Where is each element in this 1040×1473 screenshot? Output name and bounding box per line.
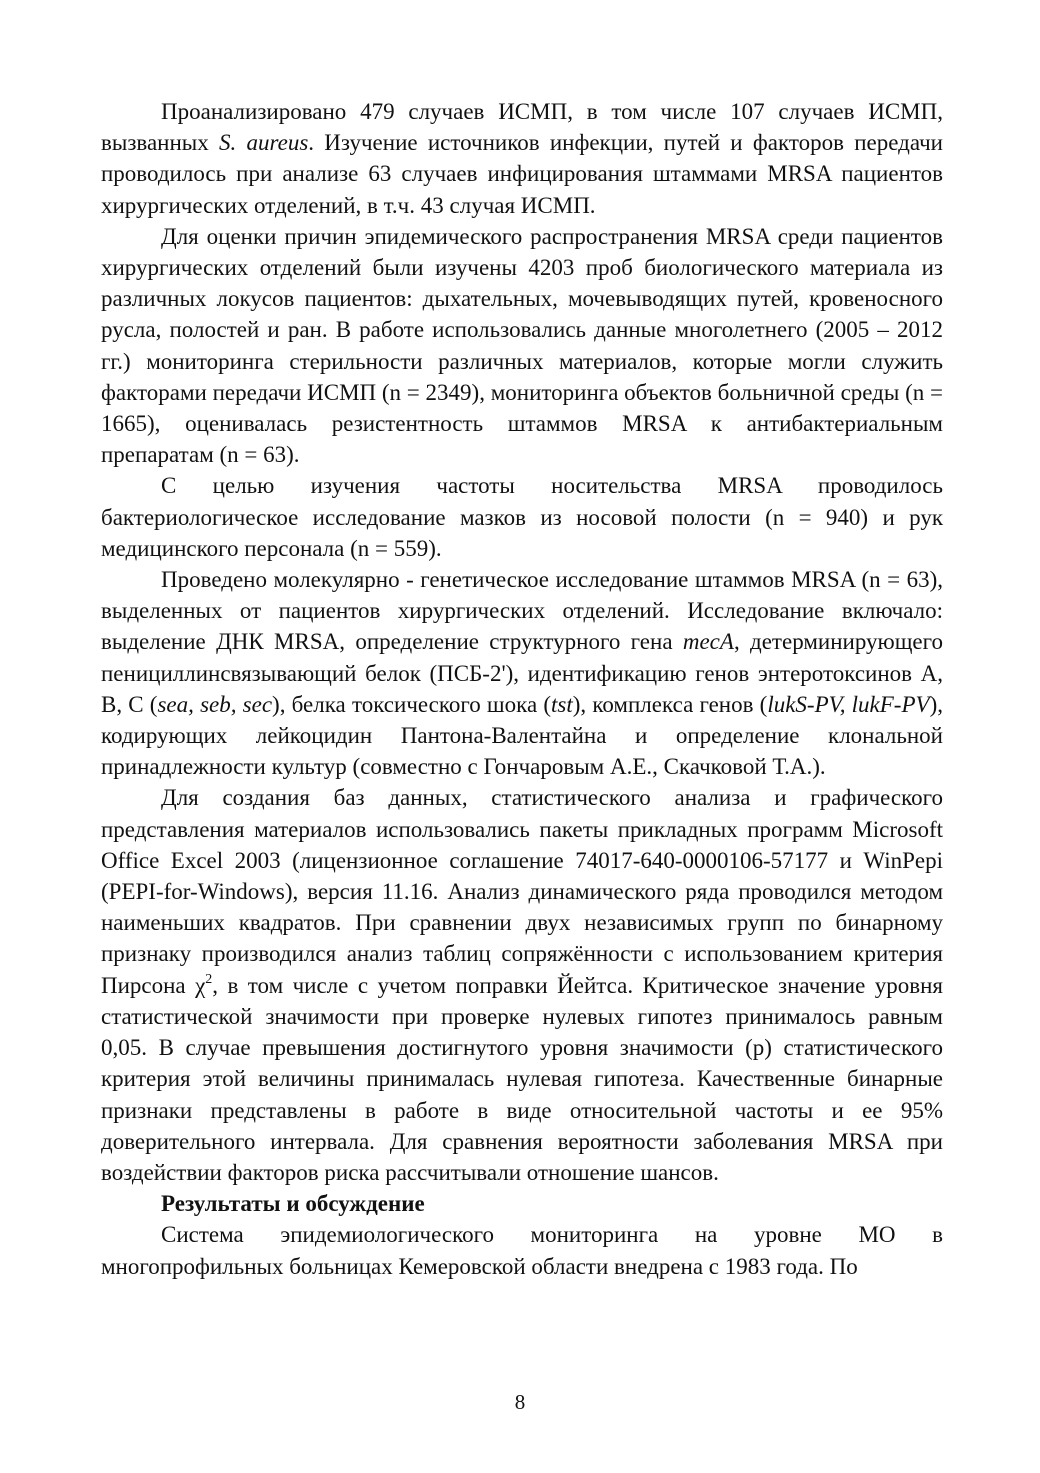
paragraph-statistics <box>101 782 943 1188</box>
paragraph-1-text: Проанализировано 479 случаев ИСМП, в том числе 107 случаев ИСМП, вызванных <box>101 99 943 156</box>
paragraph-1-text-end: . Изучение источников инфекции, путей и факторов передачи проводилось при анализе 63 случаев инфицирования штаммами MRSA пациентов хирургических отделений, в т.ч. 43 случая ИСМП. <box>101 130 943 218</box>
paragraph-4-text-2: , детерминирующего пенициллинсвязывающий белок (ПСБ-2'), идентификацию генов энтеротоксинов А, В, С ( <box>101 629 943 717</box>
chi-square-exponent: 2 <box>205 971 213 987</box>
document-page <box>101 96 943 1282</box>
paragraph-4-text: Проведено молекулярно - генетическое исследование штаммов MRSA (n = 63), выделенных от пациентов хирургических отделений. Исследование включало: выделение ДНК MRSA, определение структурного гена <box>101 567 943 655</box>
paragraph-5-text: Для создания баз данных, статистического анализа и графического представления материалов использовались пакеты прикладных программ Microsoft Office Excel 2003 (лицензионное соглашение 74017-640-0000106-57177 и WinPepi (PEPI-for-Windows), версия 11.16. Анализ динамического ряда проводился методом наименьших квадратов. При сравнении двух независимых групп по бинарному признаку производился анализ таблиц сопряжённости с использованием критерия Пирсона χ <box>101 785 943 998</box>
paragraph-4-text-3: ), белка токсического шока ( <box>272 691 552 717</box>
paragraph-study-scope <box>101 96 943 221</box>
paragraph-molecular-genetics <box>101 564 943 782</box>
organism-name: S. aureus <box>219 130 309 156</box>
paragraph-4-text-5: ), кодирующих лейкоцидин Пантона-Валентайна и определение клональной принадлежности культур (совместно с Гончаровым А.Е., Скачковой Т.А.). <box>101 691 943 780</box>
page-number: 8 <box>514 1390 526 1414</box>
gene-enterotoxins: sea, seb, sec <box>157 691 273 717</box>
gene-meca: mecA <box>682 629 734 655</box>
paragraph-4-text-4: ), комплекса генов ( <box>572 691 768 717</box>
paragraph-carriage: С целью изучения частоты носительства MRSA проводилось бактериологическое исследование мазков из носовой полости (n = 940) и рук медицинского персонала (n = 559). <box>101 473 943 561</box>
gene-tst: tst <box>551 691 573 717</box>
paragraph-results-intro: Система эпидемиологического мониторинга на уровне МО в многопрофильных больницах Кемеровской области внедрена с 1983 года. По <box>101 1222 943 1279</box>
paragraph-5-text-end: , в том числе с учетом поправки Йейтса. Критическое значение уровня статистической значимости при проверке нулевых гипотез принималось равным 0,05. В случае превышения достигнутого уровня значимости (p) статистического критерия этой величины принималась нулевая гипотеза. Качественные бинарные признаки представлены в работе в виде относительной частоты и ее 95% доверительного интервала. Для сравнения вероятности заболевания MRSA при воздействии факторов риска рассчитывали отношение шансов. <box>101 972 943 1185</box>
gene-luk: lukS-PV, lukF-PV <box>767 691 930 717</box>
section-heading: Результаты и обсуждение <box>161 1191 425 1217</box>
paragraph-materials: Для оценки причин эпидемического распространения MRSA среди пациентов хирургических отделений были изучены 4203 проб биологического материала из различных локусов пациентов: дыхательных, мочевыводящих путей, кровеносного русла, полостей и ран. В работе использовались данные многолетнего (2005 – 2012 гг.) мониторинга стерильности различных материалов, которые могли служить факторами передачи ИСМП (n = 2349), мониторинга объектов больничной среды (n = 1665), оценивалась резистентность штаммов MRSA к антибактериальным препаратам (n = 63). <box>101 223 943 468</box>
